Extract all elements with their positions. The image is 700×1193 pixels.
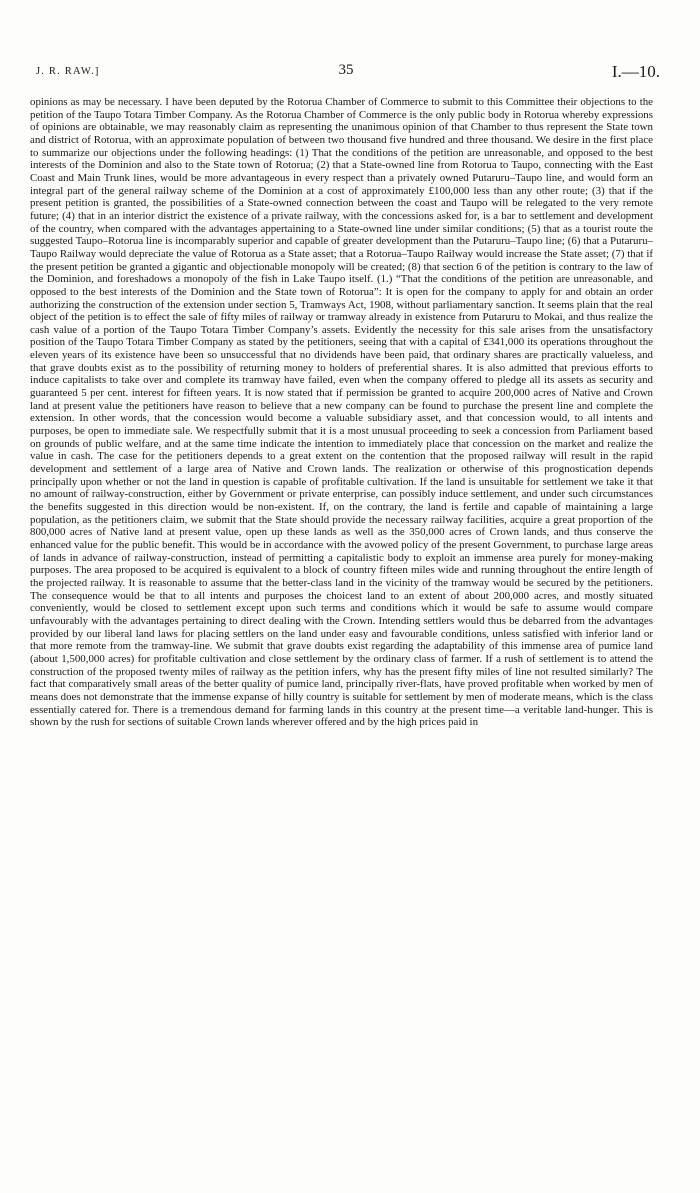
witness-name: J. R. RAW.] bbox=[36, 66, 100, 77]
paper-reference: I.—10. bbox=[611, 62, 660, 81]
page-number: 35 bbox=[338, 62, 354, 78]
body-paragraph: opinions as may be necessary. I have been deputed by the Rotorua Chamber of Commerce to submit to this Committee their objections to the petition of the Taupo Totara Timber Company. As the Rotorua Chamber of Commerce is the only public body in Rotorua whereby expressions of opinions are obtainable, we may reasonably claim as representing the unanimous opinion of that Chamber to thus represent the State town and district of Rotorua, with an approximate population of between two thousand five hundred and three thousand. We desire in the first place to summarize our objections under the following headings: (1) That the conditions of the petition are unreasonable, and opposed to the best interests of the Dominion and also to the State town of Rotorua; (2) that a State-owned line from Rotorua to Taupo, connecting with the East Coast and Main Trunk lines, would be more advantageous in every respect than a privately owned Putaruru–Taupo line, and would form an integral part of the general railway scheme of the Dominion at a cost of approximately £100,000 less than any other route; (3) that if the present petition is granted, the possibilities of a State-owned connection between the coast and Taupo will be relegated to the very remote future; (4) that in an interior district the existence of a private railway, with the concessions asked for, is a bar to settlement and development of the country, when compared with the advantages appertaining to a State-owned line under similar conditions; (5) that as a tourist route the suggested Taupo–Rotorua line is incomparably superior and capable of greater development than the Putaruru–Taupo line; (6) that a Putaruru–Taupo Railway would depreciate the value of Rotorua as a State asset; that a Rotorua–Taupo Railway would increase the State asset; (7) that if the present petition be granted a gigantic and objectionable monopoly will be created; (8) that section 6 of the petition is contrary to the law of the Dominion, and foreshadows a monopoly of the fish in Lake Taupo itself. (1.) “That the conditions of the petition are unreasonable, and opposed to the best interests of the Dominion and the State town of Rotorua”: It is open for the company to apply for and obtain an order authorizing the construction of the extension under section 5, Tramways Act, 1908, without parliamentary sanction. It seems plain that the real object of the petition is to effect the sale of fifty miles of railway or tramway already in existence from Putaruru to Mokai, and thus realize the cash value of a portion of the Taupo Totara Timber Company’s assets. Evidently the necessity for this sale arises from the unsatisfactory position of the Taupo Totara Timber Company as stated by the petitioners, seeing that with a capital of £341,000 its operations throughout the eleven years of its existence have been so unsuccessful that no dividends have been paid, that ordinary shares are practically valueless, and that grave doubts exist as to the possibility of returning money to holders of preferential shares. It is also admitted that previous efforts to induce capitalists to take over and complete its tramway have failed, even when the company offered to pledge all its assets as security and guaranteed 5 per cent. interest for fifteen years. It is now stated that if permission be granted to acquire 200,000 acres of Native and Crown land at present value the petitioners have reason to believe that a new company can be found to purchase the present line and complete the extension. In other words, that the concession would become a valuable subsidiary asset, and that concession would, to all intents and purposes, be open to immediate sale. We respectfully submit that it is a most unusual proceeding to seek a concession from Parliament based on grounds of public welfare, and at the same time indicate the intention to immediately place that concession on the market and realize the value in cash. The case for the petitioners depends to a great extent on the contention that the proposed railway will result in the rapid development and settlement of a large area of Native and Crown lands. The realization or otherwise of this prognostication depends principally upon whether or not the land in question is capable of profitable cultivation. If the land is unsuitable for settlement we take it that no amount of railway-construction, either by Government or private enterprise, can possibly induce settlement, and under such circumstances the benefits suggested in this direction would be non-existent. If, on the contrary, the land is fertile and capable of maintaining a large population, as the petitioners claim, we submit that the State should provide the necessary railway facilities, acquire a great proportion of the 800,000 acres of Native land at present value, open up these lands as well as the 350,000 acres of Crown lands, and thus conserve the enhanced value for the public benefit. This would be in accordance with the avowed policy of the present Government, to purchase large areas of lands in advance of railway-construction, instead of permitting a capitalistic body to exploit an immense area purely for money-making purposes. The area proposed to be acquired is equivalent to a block of country fifteen miles wide and running throughout the entire length of the projected railway. It is reasonable to assume that the better-class land in the vicinity of the tramway would be secured by the petitioners. The consequence would be that to all intents and purposes the choicest land to an extent of about 200,000 acres, and mostly situated conveniently, would be closed to settlement except upon such terms and conditions which it would be safe to assume would compare unfavourably with the advantages pertaining to direct dealing with the Crown. Intending settlers would thus be debarred from the advantages provided by our liberal land laws for placing settlers on the land under easy and favourable conditions, unless satisfied with inferior land or that more remote from the tramway-line. We submit that grave doubts exist regarding the adaptability of this immense area of pumice land (about 1,500,000 acres) for profitable cultivation and close settlement by the ordinary class of farmer. If a rush of settlement is to attend the construction of the proposed twenty miles of railway as the petition infers, why has the present fifty miles of line not resulted similarly? The fact that comparatively small areas of the better quality of pumice land, principally river-flats, have proved profitable when worked by men of means does not demonstrate that the immense expanse of hilly country is suitable for settlement by men of moderate means, which is the class essentially catered for. There is a tremendous demand for farming lands in this country at the present time—a veritable land-hunger. This is shown by the rush for sections of suitable Crown lands wherever offered and by the high prices paid in bbox=[30, 96, 653, 729]
page-header bbox=[36, 62, 660, 84]
